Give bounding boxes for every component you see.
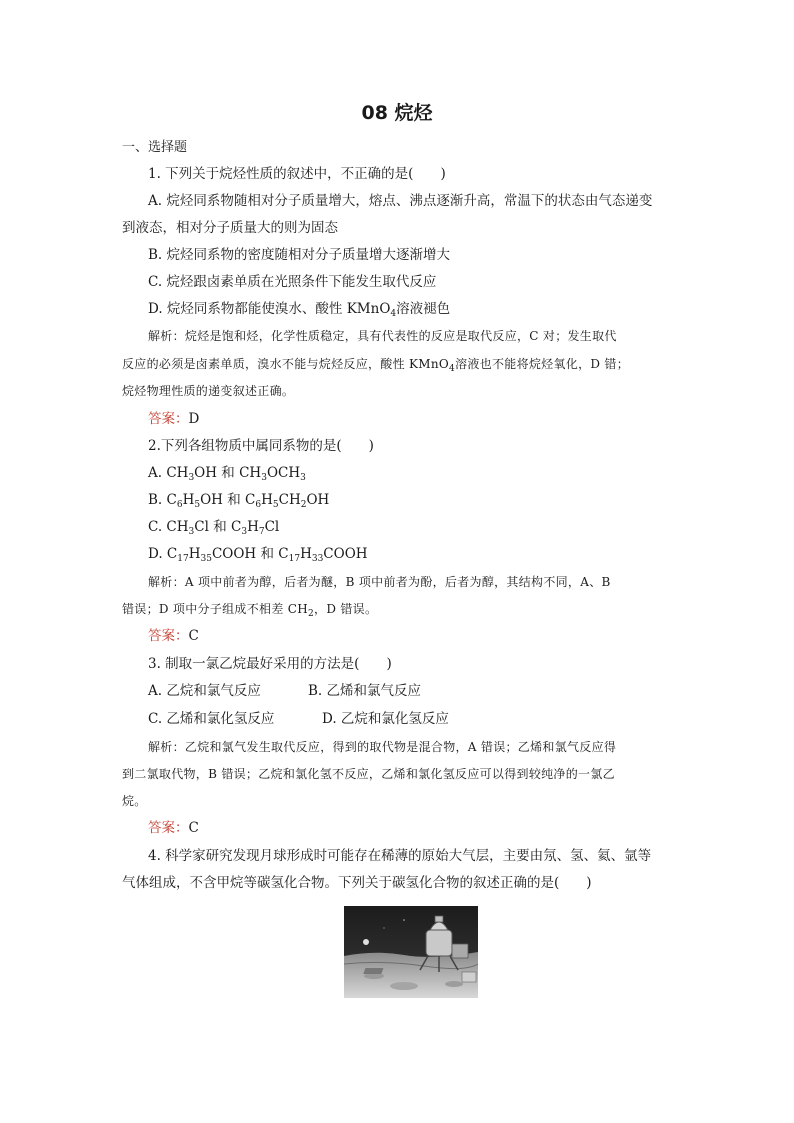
q4-stem: 4. 科学家研究发现月球形成时可能存在稀薄的原始大气层，主要由氖、氢、氦、氩等 [148, 848, 652, 864]
q1-explanation-cont2: 烷烃物理性质的递变叙述正确。 [122, 384, 295, 398]
page-title: 08 烷烃 [361, 102, 433, 124]
q3-stem: 3. 制取一氯乙烷最好采用的方法是( ) [148, 656, 392, 672]
q3-answer: 答案：C [148, 820, 199, 836]
explanation-label: 解析： [148, 740, 185, 754]
q2-option-b: B. $C_6H_5OH$ 和 $C_6H_5CH_2OH$ [148, 492, 330, 510]
q3-option-b: B. 乙烯和氯气反应 [308, 683, 422, 699]
section-heading: 一、选择题 [122, 140, 188, 155]
q1-option-c: C. 烷烃跟卤素单质在光照条件下能发生取代反应 [148, 274, 437, 290]
explanation-label: 解析： [148, 575, 185, 589]
q1-option-b: B. 烷烃同系物的密度随相对分子质量增大逐渐增大 [148, 247, 451, 263]
q2-option-c: C. $CH_3Cl$ 和 $C_3H_7Cl$ [148, 519, 280, 537]
q4-stem-cont: 气体组成，不含甲烷等碳氢化合物。下列关于碳氢化合物的叙述正确的是( ) [122, 875, 592, 891]
explanation-label: 解析： [148, 329, 185, 343]
q3-explanation-cont: 到二氯取代物，B 错误；乙烷和氯化氢不反应，乙烯和氯化氢反应可以得到较纯净的一氯乙 [122, 767, 615, 781]
q2-explanation: 解析：A 项中前者为醇，后者为醚，B 项中前者为酚，后者为醇，其结构不同，A、B [148, 575, 611, 589]
answer-label: 答案： [148, 820, 189, 836]
q1-explanation: 解析：烷烃是饱和烃，化学性质稳定，具有代表性的反应是取代反应，C 对；发生取代 [148, 329, 617, 343]
q3-explanation-cont2: 烷。 [122, 794, 147, 808]
q3-explanation: 解析：乙烷和氯气发生取代反应，得到的取代物是混合物，A 错误；乙烯和氯气反应得 [148, 740, 617, 754]
q1-stem: 1. 下列关于烷烃性质的叙述中，不正确的是( ) [148, 166, 446, 182]
q1-option-a-cont: 到液态，相对分子质量大的则为固态 [122, 220, 338, 236]
q1-option-a: A. 烷烃同系物随相对分子质量增大，熔点、沸点逐渐升高，常温下的状态由气态递变 [148, 193, 653, 209]
q2-stem: 2.下列各组物质中属同系物的是( ) [148, 438, 374, 454]
moon-base-illustration [344, 906, 478, 998]
q3-option-d: D. 乙烷和氯化氢反应 [322, 711, 449, 727]
answer-label: 答案： [148, 628, 189, 644]
q1-option-d: D. 烷烃同系物都能使溴水、酸性 KMnO$_4$溶液褪色 [148, 301, 451, 319]
q2-explanation-cont: 错误；D 项中分子组成不相差 $CH_2$，D 错误。 [122, 602, 378, 619]
q1-answer: 答案：D [148, 411, 200, 427]
q3-option-c: C. 乙烯和氯化氢反应 [148, 711, 275, 727]
q3-option-a: A. 乙烷和氯气反应 [148, 683, 261, 699]
q2-option-a: A. $CH_3OH$ 和 $CH_3OCH_3$ [148, 465, 306, 483]
q2-option-d: D. $C_{17}H_{35}COOH$ 和 $C_{17}H_{33}COOH$ [148, 546, 368, 564]
q2-answer: 答案：C [148, 628, 199, 644]
answer-label: 答案： [148, 411, 189, 427]
q1-explanation-cont: 反应的必须是卤素单质，溴水不能与烷烃反应，酸性 KMnO$_4$溶液也不能将烷烃氧化，D 错； [122, 357, 630, 374]
